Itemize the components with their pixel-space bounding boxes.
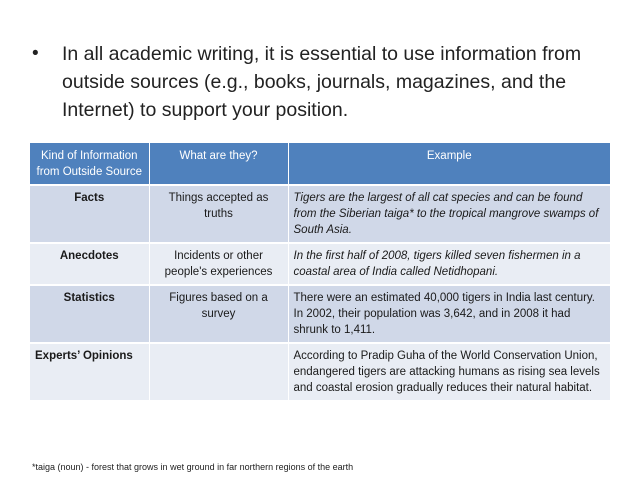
footnote: *taiga (noun) - forest that grows in wet ground in far northern regions of the earth: [32, 462, 354, 472]
table-row: [30, 243, 610, 285]
row-what: [149, 343, 288, 401]
bullet-dot: •: [32, 43, 39, 64]
row-kind: Anecdotes: [30, 243, 149, 285]
table-row: [30, 185, 610, 243]
row-example: In the first half of 2008, tigers killed seven fishermen in a coastal area of India called Netidhopani.: [288, 243, 610, 285]
table-row: [30, 285, 610, 343]
header-example: Example: [288, 143, 610, 185]
row-kind: Statistics: [30, 285, 149, 343]
bullet-text: In all academic writing, it is essential to use information from outside sources (e.g., books, journals, magazines, and the Internet) to support your position.: [62, 43, 582, 121]
header-kind: Kind of Information from Outside Source: [30, 143, 149, 185]
row-what: Figures based on a survey: [149, 285, 288, 343]
information-sources-table: [30, 143, 610, 402]
row-kind: Facts: [30, 185, 149, 243]
header-what: What are they?: [149, 143, 288, 185]
row-kind: Experts’ Opinions: [30, 343, 149, 401]
table-header-row: [30, 143, 610, 185]
row-what: Incidents or other people's experiences: [149, 243, 288, 285]
row-example: According to Pradip Guha of the World Conservation Union, endangered tigers are attacking humans as rising sea levels and coastal erosion gradually reduces their natural habitat.: [288, 343, 610, 401]
row-example: There were an estimated 40,000 tigers in India last century. In 2002, their population was 3,642, and in 2008 it had shrunk to 1,411.: [288, 285, 610, 343]
table-row: [30, 343, 610, 401]
bullet-point: [32, 40, 622, 124]
row-what: Things accepted as truths: [149, 185, 288, 243]
row-example: Tigers are the largest of all cat species and can be found from the Siberian taiga* to the tropical mangrove swamps of South Asia.: [288, 185, 610, 243]
